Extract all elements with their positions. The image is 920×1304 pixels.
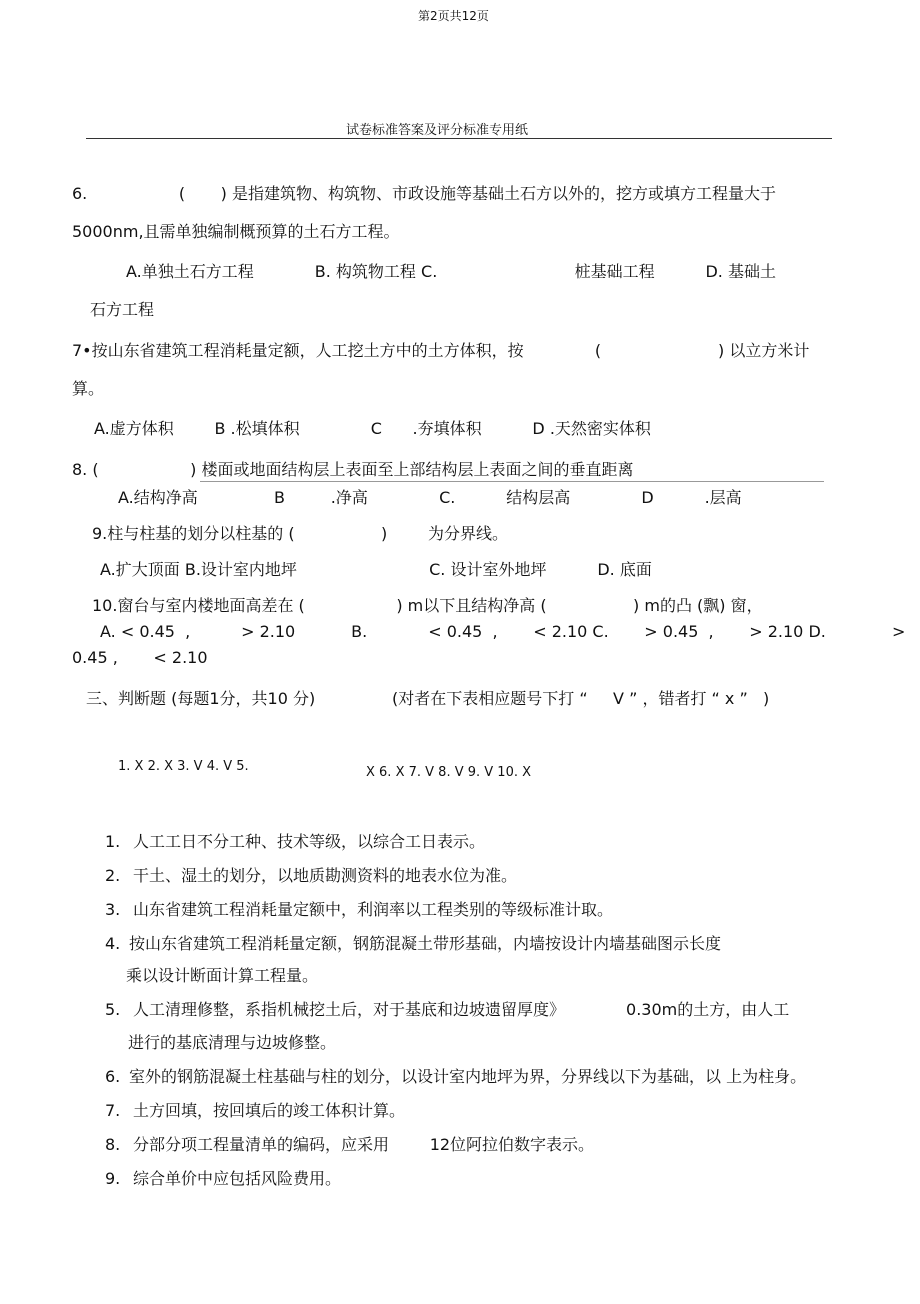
q10-stem: 10.窗台与室内楼地面高差在 ( ) m以下且结构净高 ( ) m的凸 (飘) 窗， bbox=[92, 596, 763, 615]
q8-underline bbox=[200, 481, 824, 482]
statement-text: 综合单价中应包括风险费用。 bbox=[133, 1169, 342, 1188]
statement-number: 8. bbox=[105, 1135, 121, 1154]
q6-options-line2: 石方工程 bbox=[90, 300, 155, 319]
statement-text: 按山东省建筑工程消耗量定额，钢筋混凝土带形基础，内墙按设计内墙基础图示长度 bbox=[129, 934, 722, 953]
statement-text: 土方回填，按回填后的竣工体积计算。 bbox=[133, 1101, 406, 1120]
section3-title: 三、判断题 (每题1分，共10 分) bbox=[86, 689, 316, 708]
statement-text: 室外的钢筋混凝土柱基础与柱的划分，以设计室内地坪为界，分界线以下为基础，以 上为柱身。 bbox=[129, 1067, 807, 1086]
statement-number: 7. bbox=[105, 1101, 121, 1120]
statement-continuation: 乘以设计断面计算工程量。 bbox=[126, 966, 319, 985]
q7-options: A.虚方体积 B .松填体积 C .夯填体积 D .天然密实体积 bbox=[94, 419, 651, 438]
statement-number: 5. bbox=[105, 1000, 121, 1019]
section3-instruction: (对者在下表相应题号下打 “ V ” ，错者打 “ x ” ) bbox=[392, 689, 770, 708]
statement-number: 1. bbox=[105, 832, 121, 851]
q7-stem-line2: 算。 bbox=[72, 379, 105, 398]
answers-6-10: X 6. X 7. V 8. V 9. V 10. X bbox=[366, 765, 532, 780]
q8-stem: 8. ( ) 楼面或地面结构层上表面至上部结构层上表面之间的垂直距离 bbox=[72, 460, 634, 479]
statement-number: 4. bbox=[105, 934, 121, 953]
sheet-title: 试卷标准答案及评分标准专用纸 bbox=[346, 123, 529, 138]
q7-stem-line1: 7•按山东省建筑工程消耗量定额，人工挖土方中的土方体积，按 ( ) 以立方米计 bbox=[72, 341, 810, 360]
statement-number: 9. bbox=[105, 1169, 121, 1188]
statement-number: 6. bbox=[105, 1067, 121, 1086]
statement-number: 2. bbox=[105, 866, 121, 885]
statement-text: 山东省建筑工程消耗量定额中，利润率以工程类别的等级标准计取。 bbox=[133, 900, 614, 919]
header-rule bbox=[86, 138, 832, 139]
q9-stem: 9.柱与柱基的划分以柱基的 ( ) 为分界线。 bbox=[92, 524, 508, 543]
q6-stem-line1: 6. ( ) 是指建筑物、构筑物、市政设施等基础土石方以外的，挖方或填方工程量大于 bbox=[72, 184, 776, 203]
statement-text: 分部分项工程量清单的编码，应采用 12位阿拉伯数字表示。 bbox=[133, 1135, 595, 1154]
page-counter: 第2页共12页 bbox=[418, 9, 489, 23]
q10-options-line1: A. < 0.45 , > 2.10 B. < 0.45 , < 2.10 C. > 0.45 , > 2.10 D. > bbox=[100, 622, 906, 641]
statement-text: 人工清理修整，系指机械挖土后，对于基底和边坡遗留厚度》 0.30m的土方，由人工 bbox=[133, 1000, 790, 1019]
q10-options-line2: 0.45 , < 2.10 bbox=[72, 648, 208, 667]
q6-stem-line2: 5000nm,且需单独编制概预算的土石方工程。 bbox=[72, 222, 400, 241]
q6-options-line1: A.单独土石方工程 B. 构筑物工程 C. 桩基础工程 D. 基础土 bbox=[126, 262, 776, 281]
statement-text: 人工工日不分工种、技术等级，以综合工日表示。 bbox=[133, 832, 486, 851]
statement-text: 干土、湿土的划分，以地质勘测资料的地表水位为准。 bbox=[133, 866, 518, 885]
answers-1-5: 1. X 2. X 3. V 4. V 5. bbox=[118, 759, 249, 774]
statement-number: 3. bbox=[105, 900, 121, 919]
q8-options: A.结构净高 B .净高 C. 结构层高 D .层高 bbox=[118, 488, 742, 507]
q9-options: A.扩大顶面 B.设计室内地坪 C. 设计室外地坪 D. 底面 bbox=[100, 560, 652, 579]
statement-continuation: 进行的基底清理与边坡修整。 bbox=[128, 1033, 337, 1052]
